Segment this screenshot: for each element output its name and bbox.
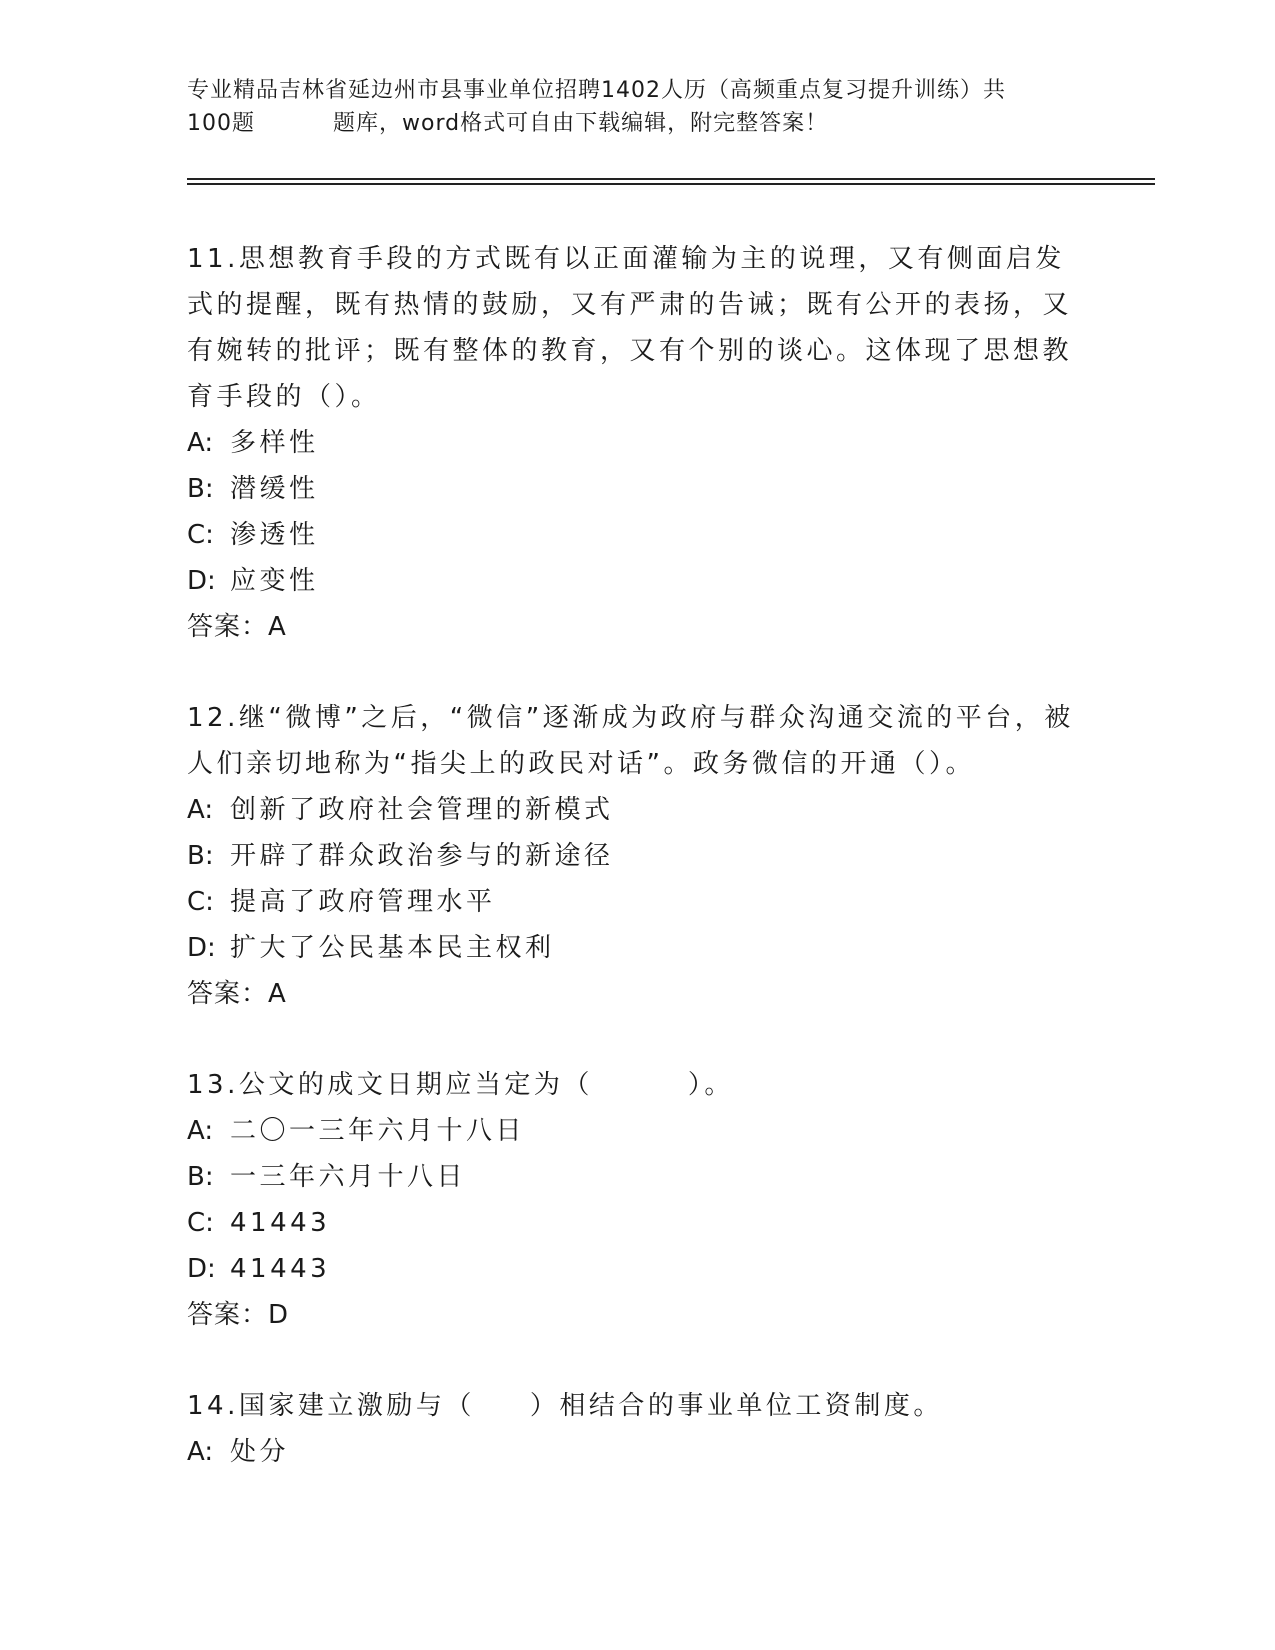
option-b [187, 466, 1087, 512]
answer-label: 答案：D [187, 1300, 290, 1330]
header-question-count: 100题 [187, 111, 255, 136]
header-title-line2 [187, 107, 1087, 140]
option-letter: A: [187, 795, 214, 825]
option-letter: C: [187, 1208, 214, 1238]
option-d [187, 925, 1087, 971]
option-text: 开辟了群众政治参与的新途径 [230, 841, 614, 871]
question-stem: 12.继“微博”之后，“微信”逐渐成为政府与群众沟通交流的平台，被人们亲切地称为“指尖上的政民对话”。政务微信的开通（）。 [187, 703, 1074, 779]
option-letter: A: [187, 1116, 214, 1146]
option-text: 扩大了公民基本民主权利 [230, 933, 555, 963]
option-b [187, 1154, 1087, 1200]
question-stem-end: ）相结合的事业单位工资制度。 [529, 1391, 943, 1421]
option-d [187, 1246, 1087, 1292]
option-c [187, 879, 1087, 925]
option-text: 提高了政府管理水平 [230, 887, 496, 917]
option-a [187, 1108, 1087, 1154]
option-text: 潜缓性 [230, 474, 319, 504]
question-12 [187, 695, 1087, 1017]
header-title-line1: 专业精品吉林省延边州市县事业单位招聘1402人历（高频重点复习提升训练）共 [187, 78, 1006, 103]
option-text: 一三年六月十八日 [230, 1162, 467, 1192]
question-stem-start: 14.国家建立激励与（ [187, 1391, 475, 1421]
question-stem [187, 1383, 1087, 1429]
option-a [187, 787, 1087, 833]
answer-label: 答案：A [187, 612, 287, 642]
option-a [187, 1429, 1087, 1475]
option-c [187, 512, 1087, 558]
answer-label: 答案：A [187, 979, 287, 1009]
question-stem-end: ）。 [687, 1070, 734, 1100]
option-d [187, 558, 1087, 604]
question-14 [187, 1383, 1087, 1475]
header-divider-top [187, 178, 1155, 180]
option-letter: D: [187, 1254, 216, 1284]
option-letter: A: [187, 428, 214, 458]
question-stem: 11.思想教育手段的方式既有以正面灌输为主的说理，又有侧面启发式的提醒，既有热情的鼓励，又有严肃的告诫；既有公开的表扬，又有婉转的批评；既有整体的教育，又有个别的谈心。这体现了思想教育手段的（）。 [187, 244, 1073, 412]
option-letter: A: [187, 1437, 214, 1467]
option-text: 多样性 [230, 428, 319, 458]
question-11 [187, 236, 1087, 650]
option-text: 二〇一三年六月十八日 [230, 1116, 526, 1146]
option-text: 41443 [230, 1208, 331, 1238]
option-text: 41443 [230, 1254, 331, 1284]
option-letter: D: [187, 933, 216, 963]
question-list [187, 236, 1087, 1475]
option-letter: B: [187, 1162, 214, 1192]
option-text: 应变性 [230, 566, 319, 596]
option-letter: B: [187, 474, 214, 504]
header-subtitle: 题库，word格式可自由下载编辑，附完整答案！ [333, 111, 829, 136]
question-13 [187, 1062, 1087, 1338]
option-text: 渗透性 [230, 520, 319, 550]
option-letter: B: [187, 841, 214, 871]
option-text: 处分 [230, 1437, 290, 1467]
option-b [187, 833, 1087, 879]
option-letter: C: [187, 887, 214, 917]
option-letter: C: [187, 520, 214, 550]
document-header [187, 74, 1087, 140]
header-divider-bottom [187, 183, 1155, 185]
option-letter: D: [187, 566, 216, 596]
question-stem [187, 1062, 1087, 1108]
question-stem-start: 13.公文的成文日期应当定为（ [187, 1070, 593, 1100]
option-a [187, 420, 1087, 466]
option-text: 创新了政府社会管理的新模式 [230, 795, 614, 825]
option-c [187, 1200, 1087, 1246]
